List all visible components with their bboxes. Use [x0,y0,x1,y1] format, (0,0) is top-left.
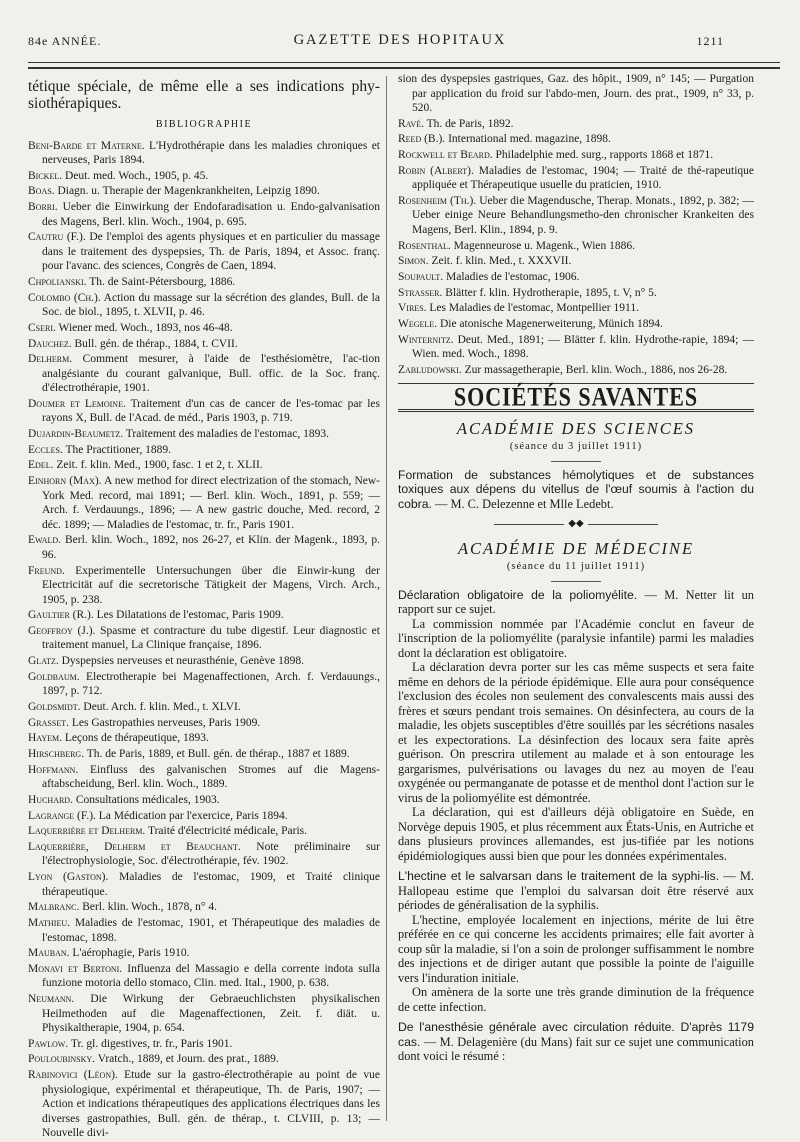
article-lead-polio: — M. Netter lit un rapport sur ce sujet. [398,587,754,617]
header-rule-thick [28,67,780,69]
bibliography-entry [28,670,380,699]
entry-author: Dauchez. [28,337,72,350]
entry-author: Simon. [398,255,429,268]
article-title-cobra: Formation de substances hémolytiques et de substances toxiques aux dépens du vitellus de l'œuf soumis à l'action du cobra. [398,467,754,511]
bibliography-entry [398,117,754,132]
bibliography-entry [28,824,380,839]
entry-author: Boas. [28,185,55,198]
entry-text: Tr. gl. digestives, tr. fr., Paris 1901. [68,1037,233,1050]
right-column [398,72,754,1064]
entry-text: International med. magazine, 1898. [445,133,611,146]
entry-author: Neumann. [28,993,75,1006]
entry-text: La Médication par l'exercice, Paris 1894. [95,809,288,822]
entry-text: Leçons de thérapeutique, 1893. [62,732,209,745]
entry-text: Deut. Arch. f. klin. Med., t. XLVI. [80,700,241,713]
entry-author: Goldbaum. [28,670,80,683]
entry-text: Th. de Paris, 1889, et Bull. gén. de thérap., 1887 et 1889. [84,748,350,760]
entry-author: Lyon (Gaston). [28,871,109,884]
bibliography-entry [398,270,754,285]
bibliography-entry [28,916,380,945]
entry-author: Zabludowski. [398,363,462,376]
bibliography-entry [28,1037,380,1052]
entry-text: Maladies de l'estomac, 1906. [443,271,580,283]
paragraph: L'hectine, employée localement en injections, mérite de lui être préférée en ce qui concerne les accidents primaires; elle fait avorter à coup sûr la maladie, si l'on a soin de prolonger suffisamment le nombre des injections et de diriger autant que possible la pointe de l'aiguille vers l'induration initiale. [398,912,754,985]
entry-text: Influenza del Massagio e della corrente indota sulla funzione motoria dello stomaco, Clin. med. Ital., 1900, p. 638. [42,962,380,990]
entry-author: Dujardin-Beaumetz. [28,428,124,441]
paragraph: La déclaration, qui est d'ailleurs déjà obligatoire en Suède, en Norvège depuis 1905, et plus récemment aux États-Unis, en Autriche et dans plusieurs provinces allemandes, est jus-tifiée par les notions épidémiologiques aussi bien que pour les données expérimentales. [398,805,754,863]
entry-author: Mauban. [28,947,70,960]
bibliography-entry [28,321,380,336]
entry-author: Ewald. [28,534,62,547]
article-lead-anesthesia: — M. Delagenière (du Mans) fait sur ce sujet une communication dont voici le résumé : [398,1034,754,1064]
bibliography-entry [28,291,380,320]
entry-text: Maladies de l'estomac, 1901, et Thérapeutique des maladies de l'estomac, 1898. [42,917,380,944]
entry-text: Les Maladies de l'estomac, Montpellier 1911. [426,302,639,315]
entry-text: Philadelphie med. surg., rapports 1868 et 1871. [492,149,714,162]
entry-author: Hoffmann. [28,763,79,776]
bibliography-entry [28,870,380,899]
entry-text: Die atonische Magenerweiterung, Münich 1894. [437,318,663,331]
bibliography-entry [398,72,754,116]
entry-text: Berl. klin. Woch., 1892, nos 26-27, et Klin. der Magenk., 1893, p. 96. [42,534,380,561]
entry-text: Traitement des maladies de l'estomac, 1893. [123,428,329,441]
bibliography-list [28,139,380,1141]
entry-author: Chpolianski. [28,275,87,288]
entry-text: Maladies de l'estomac, 1909, et Traité clinique thérapeutique. [42,871,380,898]
bibliography-entry [28,1052,380,1067]
entry-author: Mathieu. [28,917,70,929]
entry-author: Pawlow. [28,1037,69,1050]
entry-text: Etude sur la gastro-électrothérapie au point de vue physiologique, expérimental et thérapeutique, Th. de Paris, 1907; — Action et indications thérapeutiques des applications électriques dans les diverses gastropathies, Bull. gén. de thérap., t. CLVIII, p. 13; — Nouvelle divi- [42,1069,380,1140]
entry-text: Magenneurose u. Magenk., Wien 1886. [450,239,636,252]
bibliography-entry [398,286,754,301]
bibliography-entry [28,793,380,808]
bibliography-entry [28,397,380,426]
bibliography-entry [398,239,754,254]
header-rule [28,62,780,63]
entry-author: Gaultier (R.). [28,609,94,622]
bibliography-entry [28,443,380,458]
entry-author: Grasset. [28,716,69,729]
entry-author: Wegele. [398,318,438,331]
ornament-divider: ◆◆ [398,517,754,532]
entry-author: Rabinovici (Léon). [28,1069,118,1082]
bibliography-entry [398,148,754,163]
entry-author: Huchard. [28,793,73,806]
entry-text: L'Hydrothérapie dans les maladies chroniques et nerveuses, Paris 1894. [42,139,380,166]
entry-text: Action du massage sur la sécrétion des glandes, Bull. de la Soc. de biol., 1895, t. XLVII, p. 46. [42,291,380,319]
entry-author: Reed (B.). [398,133,446,146]
bibliography-list-continued [398,72,754,377]
bibliography-entry [28,564,380,608]
entry-text: Electrotherapie bei Magenaffectionen, Arch. f. Verdauungs., 1897, p. 712. [42,670,380,698]
entry-text: Zeit. f. klin. Med., 1900, fasc. 1 et 2, t. XLII. [53,459,263,472]
bibliography-entry [28,608,380,623]
entry-text: Deut. med. Woch., 1905, p. 45. [62,169,209,182]
bibliography-entry [28,139,380,168]
entry-text: A new method for direct electrization of the stomach, New-York Med. record, mai 1891; — Berl. klin. Woch., 1891, p. 559; — Arch. f. Verdauungs., 1896; — A new gastric douche, Med. record, 2 déc. 1899; — Maladies de l'estomac, tr. fr., Paris 1901. [42,475,380,531]
entry-text: Zur massagetherapie, Berl. klin. Woch., 1886, nos 26-28. [461,363,728,376]
bibliography-entry [28,458,380,473]
bibliography-entry [28,654,380,669]
bibliography-entry [28,731,380,746]
bibliography-entry [28,533,380,562]
article-title-hectine: L'hectine et le salvarsan dans le traitement de la syphi-lis. [398,869,720,884]
academy-medicine-heading: ACADÉMIE DE MÉDECINE [457,538,695,558]
bibliography-entry [28,700,380,715]
bibliography-entry [28,427,380,442]
entry-text: Traitement d'un cas de cancer de l'es-tomac par les rayons X, Bull. de l'Acad. de méd., Paris 1903, p. 719. [42,397,380,425]
lead-text: tétique spéciale, de même elle a ses indications phy-siothérapiques. [28,78,380,112]
entry-text: Diagn. u. Therapie der Magenkrankheiten, Leipzig 1890. [54,185,320,198]
entry-text: Bull. gén. de thérap., 1884, t. CVII. [71,337,238,350]
entry-author: Laquerrière et Delherm. [28,825,146,838]
entry-text: Zeit. f. klin. Med., t. XXXVII. [428,255,572,268]
entry-text: Vratch., 1889, et Journ. des prat., 1889. [95,1053,279,1066]
entry-author: Cseri. [28,321,56,334]
session-date-1: (séance du 3 juillet 1911) [509,441,643,453]
entry-author: Hayem. [28,732,63,745]
bibliography-entry [28,962,380,991]
article-title-anesthesia: De l'anesthésie générale avec circulation réduite. D'après 1179 cas. [398,1020,754,1049]
bibliography-entry [398,363,754,378]
bibliography-entry [398,164,754,193]
entry-author: Beni-Barde et Materne. [28,139,145,152]
entry-author: Winternitz. [398,333,454,346]
entry-author: Delherm. [28,353,73,366]
academy-sciences-heading: ACADÉMIE DES SCIENCES [456,418,696,438]
entry-author: Rosenheim (Th.). [398,194,477,207]
entry-text: Berl. klin. Woch., 1878, n° 4. [79,901,217,914]
bibliography-entry [28,337,380,352]
entry-text: Comment mesurer, à l'aide de l'esthésiomètre, l'ac-tion analgésiante du courant galvanique, Bull. offic. de la Soc. franç. d'électrothérapie, 1901. [42,353,380,395]
entry-text: Experimentelle Untersuchungen über die Einwir-kung der Electricität auf die secretorische Tätigkeit der Magens, Virch. Arch., 1905, p. 238. [42,564,380,606]
entry-author: Borri. [28,201,58,214]
bibliography-entry [28,840,380,869]
left-column [28,72,380,1142]
entry-text: Les Gastropathies nerveuses, Paris 1909. [68,716,261,729]
entry-author: Malbranc. [28,901,80,914]
entry-text: Ueber die Magendusche, Therap. Monats., 1892, p. 382; — Ueber einige Neure Behandlungsmetho-den chronischer Krankeiten des Magens, Berl. Klin., 1894, p. 9. [412,194,755,236]
entry-text: Ueber die Einwirkung der Endofaradisation u. Endo-galvanisation des Magens, Berl. klin. Woch., 1904, p. 695. [42,201,380,228]
volume-year: 84e ANNÉE. [28,34,102,48]
entry-author: Edel. [28,459,54,472]
entry-text: sion des dyspepsies gastriques, Gaz. des hôpit., 1909, n° 145; — Purgation par application du froid sur l'abdo-men, Journ. des prat., 1909, n° 33, p. 520. [398,73,754,114]
bibliography-entry [28,1068,380,1141]
short-rule [551,581,601,582]
entry-text: Th. de Saint-Pétersbourg, 1886. [86,275,236,288]
entry-author: Eccles. [28,443,63,456]
entry-text: Traité d'électricité médicale, Paris. [145,825,308,838]
entry-text: Einfluss des galvanischen Stromes auf die Magens-aftabscheidung, Berl. klin. Woch., 1889. [42,763,380,791]
paragraph: La commission nommée par l'Académie conclut en faveur de l'inscription de la poliomyélite (paralysie infantile) parmi les maladies dont la déclaration est obligatoire. [398,616,754,660]
entry-author: Doumer et Lemoine. [28,397,126,410]
entry-text: Deut. Med., 1891; — Blätter f. klin. Hydrothe-rapie, 1894; — Wien. med. Woch., 1898. [412,333,754,361]
entry-author: Soupault. [398,271,444,283]
page-number: 1211 [696,34,724,48]
bibliography-heading: BIBLIOGRAPHIE [155,119,253,130]
article-authors-cobra: — M. C. Delezenne et Mlle Ledebt. [431,496,614,511]
entry-author: Hirschberg. [28,748,85,760]
entry-text: Les Dilatations de l'estomac, Paris 1909. [93,609,284,622]
entry-author: Strasser. [398,286,443,299]
bibliography-entry [28,763,380,792]
bibliography-entry [28,809,380,824]
entry-text: Maladies de l'estomac, 1904; — Traité de thé-rapeutique appliquée et Thérapeutique usuelle du praticien, 1910. [412,164,754,192]
article-title-polio: Déclaration obligatoire de la poliomyélite. [398,587,638,602]
entry-author: Monavi et Bertoni. [28,962,123,975]
bibliography-entry [28,747,380,762]
session-date-2: (séance du 11 juillet 1911) [506,561,646,573]
entry-author: Lagrange (F.). [28,809,96,822]
short-rule [551,461,601,462]
bibliography-entry [28,624,380,653]
entry-author: Bickel. [28,169,63,182]
bibliography-entry [28,474,380,532]
bibliography-entry [398,194,754,238]
bibliography-entry [28,200,380,229]
entry-text: Blätter f. klin. Hydrotherapie, 1895, t. V, n° 5. [442,286,657,299]
entry-author: Robin (Albert). [398,164,474,177]
bibliography-entry [28,716,380,731]
bibliography-entry [28,900,380,915]
bibliography-entry [398,254,754,269]
bibliography-entry [28,184,380,199]
entry-author: Vires. [398,302,427,315]
entry-author: Geoffroy (J.). [28,624,96,637]
entry-author: Pouloubinsky. [28,1053,96,1066]
entry-author: Freund. [28,564,65,577]
bibliography-entry [28,230,380,274]
entry-author: Goldsmidt. [28,700,81,713]
entry-text: Die Wirkung der Gebraeuchlichsten physikalischen Heilmethoden auf die Magenaffectionen, Zeit. f. diät. u. Physikaltherapie, 1904, p. 654. [42,993,380,1035]
section-title: SOCIÉTÉS SAVANTES [453,381,699,412]
entry-author: Einhorn (Max). [28,475,102,488]
entry-text: Consultations médicales, 1903. [72,793,220,806]
article-lead-hectine: — M. Hallopeau estime que l'emploi du salvarsan doit être réservé aux périodes de généralisation de la syphilis. [398,869,755,913]
bibliography-entry [28,169,380,184]
bibliography-entry [28,946,380,961]
entry-author: Colombo (Ch.). [28,291,101,304]
entry-author: Glatz. [28,655,59,668]
entry-author: Rosenthal. [398,239,451,252]
entry-text: The Practitioner, 1889. [62,443,172,456]
entry-author: Cautru (F.). [28,231,86,244]
bibliography-entry [398,301,754,316]
entry-author: Rockwell et Beard. [398,149,493,162]
paragraph: La déclaration devra porter sur les cas même suspects et sera faite même en dehors de la période épidémique. Elle aura pour conséquence l'exclusion des écoles non seulement des convalescents mais aussi des frères et sœurs pendant trois semaines. On désinfectera, au cours de la maladie, les objets susceptibles d'être souillés par les sécrétions nasales et les expectorations. La désinfection des locaux sera faite après guérison. On prescrira utilement au malade et à son entourage les gargarismes, pulvérisations ou lavages du nez au moyen de l'eau oxygénée ou permanganate de potasse et de menthol dont l'action sur le virus de la poliomyélite est démontrée. [398,660,754,805]
entry-text: De l'emploi des agents physiques et en particulier du massage dans le traitement des dyspepsies, Th. de Paris, 1894, et Assoc. franç. pour l'avanc. des sciences, Congrès de Caen, 1894. [42,231,380,273]
bibliography-entry [398,132,754,147]
bibliography-entry [398,317,754,332]
entry-author: Laquerrière, Delherm et Beauchant. [28,840,241,853]
entry-text: L'aérophagie, Paris 1910. [69,947,190,960]
entry-text: Dyspepsies nerveuses et neurasthénie, Genève 1898. [58,655,304,668]
entry-text: Th. de Paris, 1892. [423,117,514,130]
paragraph: On amènera de la sorte une très grande diminution de la fréquence de cette infection. [398,985,754,1014]
bibliography-entry [28,352,380,396]
entry-text: Spasme et contracture du tube digestif. Leur diagnostic et traitement manuel, La Clinique française, 1896. [42,624,380,652]
entry-text: Note préliminaire sur l'électrophysiologie, Soc. d'électrothérapie, fév. 1902. [42,840,380,868]
entry-text: Wiener med. Woch., 1893, nos 46-48. [55,321,233,334]
bibliography-entry [398,333,754,362]
bibliography-entry [28,275,380,290]
entry-author: Ravé. [398,117,424,130]
bibliography-entry [28,992,380,1036]
column-divider [386,76,387,1121]
journal-title: GAZETTE DES HOPITAUX [293,32,507,48]
